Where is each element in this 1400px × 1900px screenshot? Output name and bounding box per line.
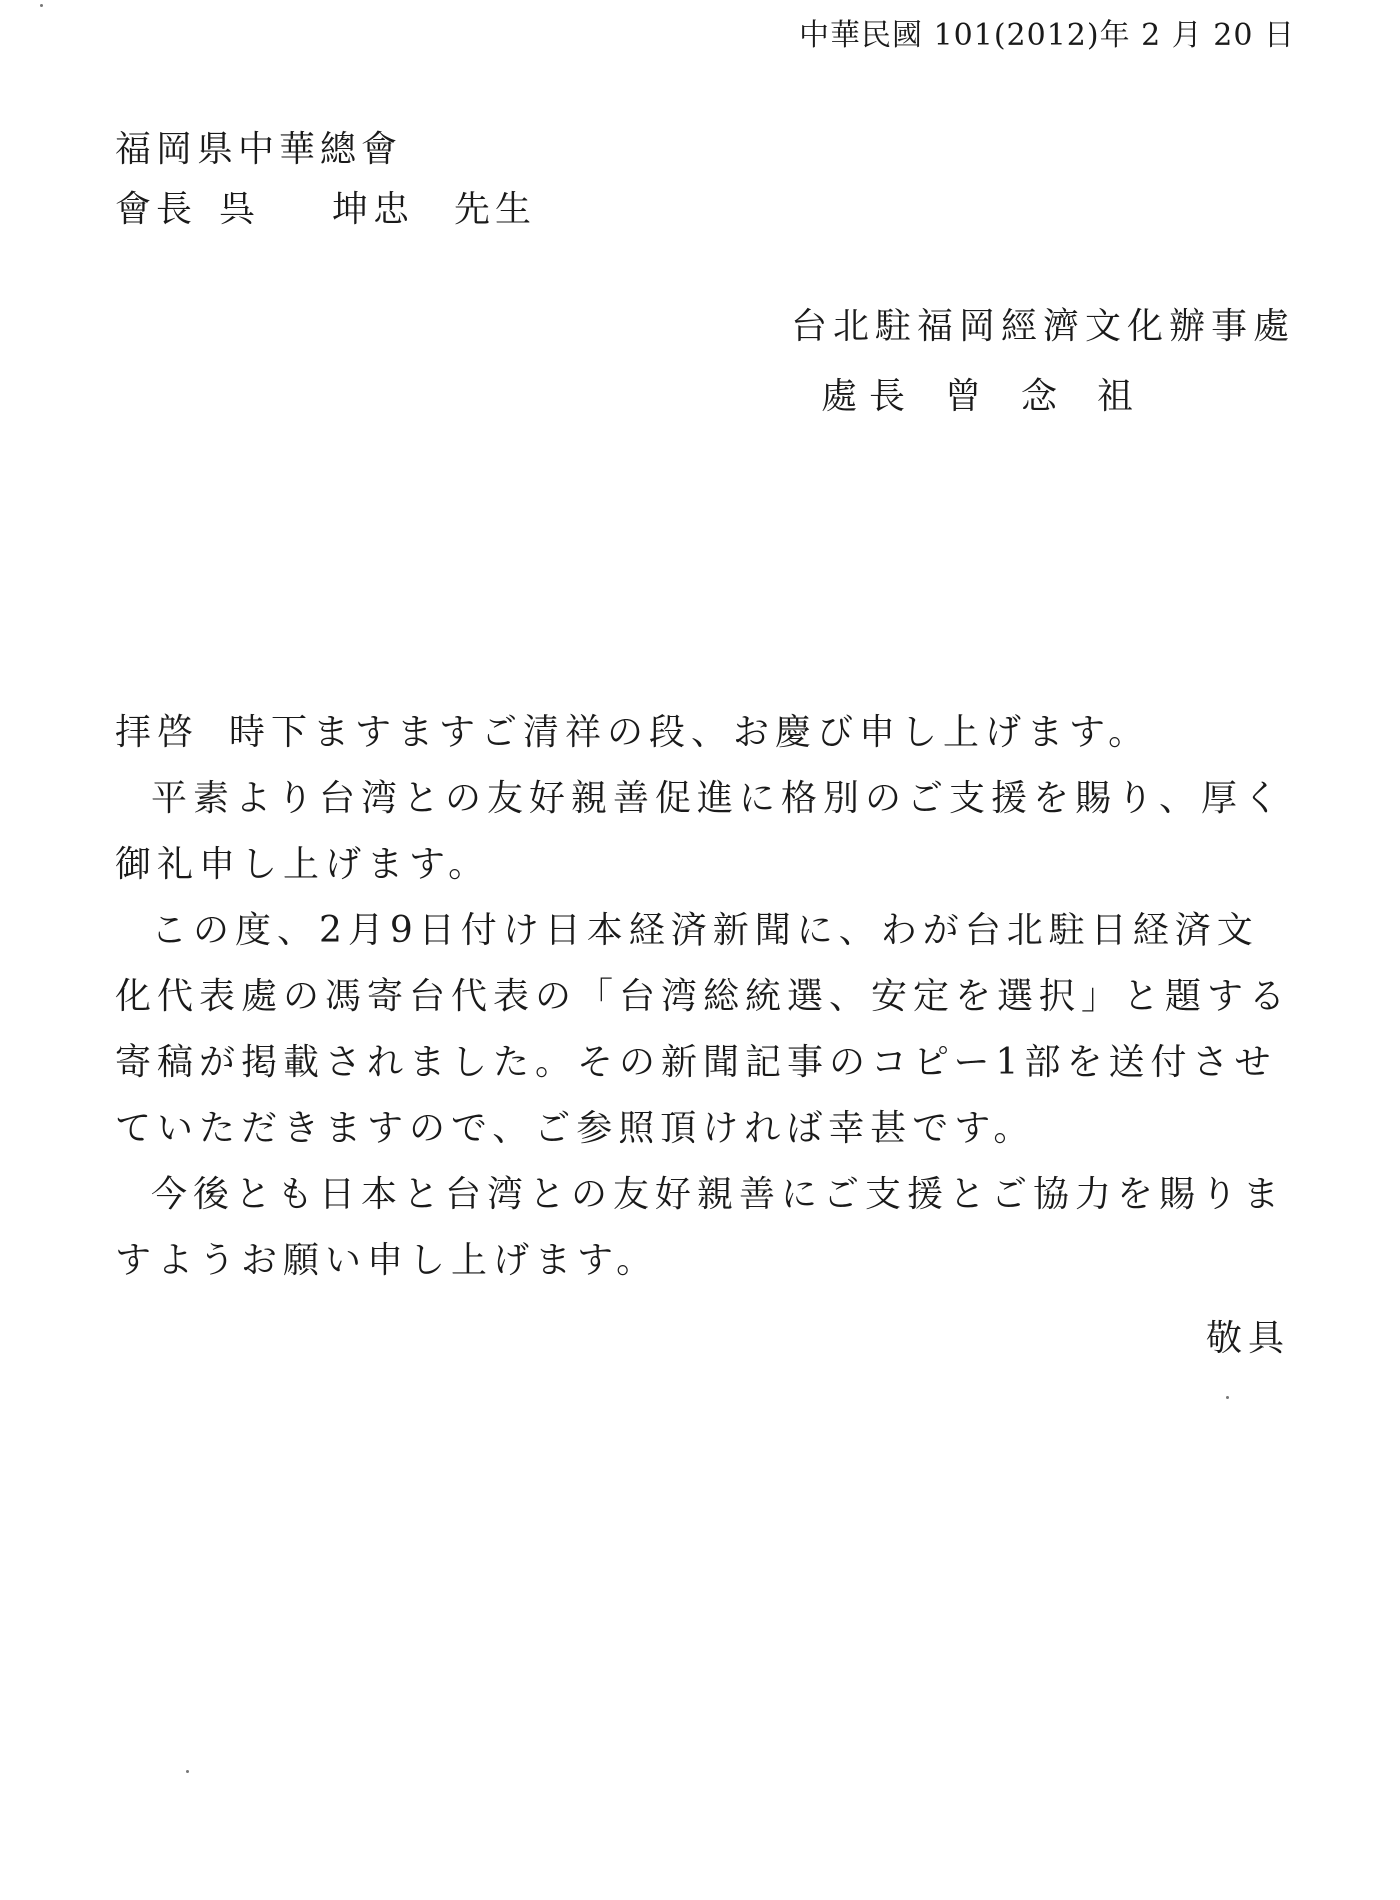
greeting-text: 時下ますますご清祥の段、お慶び申し上げます。 — [229, 712, 1151, 753]
body-paragraph-3: 今後とも日本と台湾との友好親善にご支援とご協力を賜りますようお願い申し上げます。 — [115, 1174, 1286, 1281]
recipient-name-line — [115, 180, 536, 240]
greeting-paragraph — [115, 700, 1295, 766]
scan-speck — [1226, 1396, 1229, 1399]
body-paragraph-2: この度、2月9日付け日本経済新聞に、わが台北駐日経済文化代表處の馮寄台代表の「台湾総統選、安定を選択」と題する寄稿が掲載されました。その新聞記事のコピー1部を送付させていただきますので、ご参照頂ければ幸甚です。 — [115, 910, 1292, 1149]
sender-block — [791, 292, 1295, 432]
sender-name-3: 祖 — [1097, 376, 1146, 417]
letter-date: 中華民國 101(2012)年 2 月 20 日 — [799, 18, 1295, 53]
salutation: 拝啓 — [115, 712, 200, 753]
recipient-honorific: 先生 — [454, 189, 537, 230]
scan-speck — [186, 1770, 189, 1773]
letter-body — [115, 700, 1295, 1294]
sender-title: 處長 — [820, 376, 917, 417]
sender-name-line — [791, 362, 1295, 432]
recipient-surname: 呉 — [219, 189, 261, 230]
recipient-given-name: 坤忠 — [332, 189, 415, 230]
closing-phrase: 敬具 — [1205, 1318, 1290, 1359]
body-paragraph-1: 平素より台湾との友好親善促進に格別のご支援を賜り、厚く御礼申し上げます。 — [115, 778, 1286, 885]
sender-name-1: 曾 — [945, 376, 994, 417]
sender-organization: 台北駐福岡經濟文化辦事處 — [790, 306, 1295, 347]
recipient-block — [115, 120, 536, 240]
sender-name-2: 念 — [1021, 376, 1070, 417]
scan-speck — [40, 4, 43, 7]
recipient-organization: 福岡県中華總會 — [115, 129, 403, 170]
recipient-title: 會長 — [115, 189, 198, 230]
